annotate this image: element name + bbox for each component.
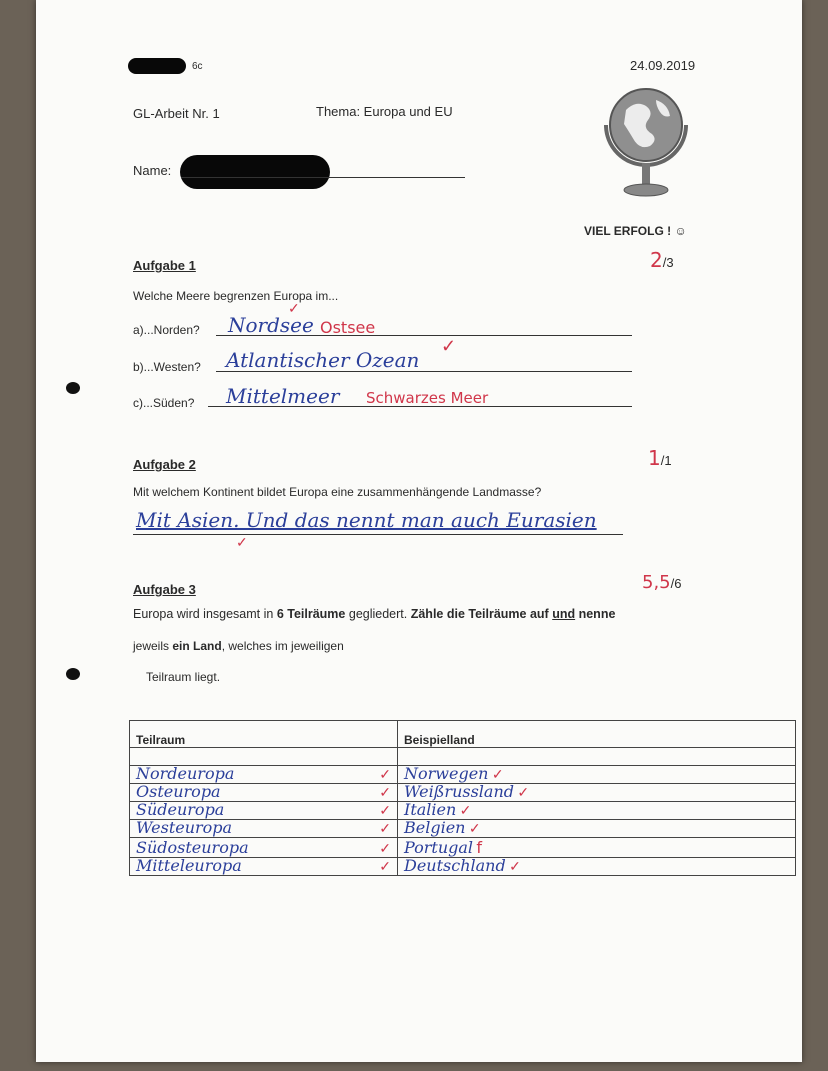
table-header-row: [130, 721, 796, 748]
country-cell: [398, 820, 796, 838]
table-row: [130, 838, 796, 858]
country-tick: ✓: [517, 784, 530, 800]
regions-table: [129, 720, 796, 876]
answer-north-2: Ostsee: [320, 318, 376, 337]
country-cell: [398, 838, 796, 858]
col-header-country: Beispielland: [398, 721, 796, 748]
redacted-student-mark: [128, 58, 186, 74]
region-name: Osteuropa: [136, 782, 221, 801]
task2-answer: Mit Asien. Und das nennt man auch Eurasien: [136, 508, 597, 532]
task3-l1a: Europa wird insgesamt in: [133, 607, 277, 621]
topic: Thema: Europa und EU: [316, 104, 453, 119]
task3-l2c: , welches im jeweiligen: [221, 639, 344, 653]
task1-label-north: a)...Norden?: [133, 323, 200, 337]
country-cell: [398, 858, 796, 876]
task3-l1b: 6 Teilräume: [276, 607, 346, 621]
task3-instruction-line3: Teilraum liegt.: [146, 670, 221, 684]
task3-l1e: Teilräume: [468, 607, 527, 621]
tick-task2: ✓: [236, 534, 248, 550]
region-name: Nordeuropa: [136, 764, 235, 783]
task1-label-west: b)...Westen?: [133, 360, 201, 374]
task3-max: /6: [670, 576, 682, 591]
task3-title: Aufgabe 3: [133, 582, 196, 597]
table-row: [130, 858, 796, 876]
region-tick: ✓: [379, 784, 391, 800]
region-name: Mitteleuropa: [136, 856, 242, 875]
region-cell: [130, 820, 398, 838]
country-name: Weißrussland: [404, 782, 514, 801]
task2-max: /1: [660, 453, 672, 468]
punch-hole-top: [66, 382, 80, 394]
country-tick: ✓: [509, 858, 521, 874]
class-label: 6c: [192, 61, 203, 72]
task1-question: Welche Meere begrenzen Europa im...: [133, 289, 339, 303]
country-name: Norwegen: [404, 764, 489, 783]
task2-score: [648, 446, 672, 470]
country-cell: [398, 784, 796, 802]
country-name: Belgien: [404, 818, 466, 837]
answer-west: Atlantischer Ozean: [226, 348, 420, 372]
redacted-name: [180, 155, 330, 189]
table-row: [130, 784, 796, 802]
name-label: Name:: [133, 163, 172, 178]
answer-north-1: Nordsee: [228, 313, 314, 337]
answer-south-1: Mittelmeer: [226, 384, 340, 408]
task2-line: [133, 534, 623, 535]
task3-points: 5,5: [642, 572, 671, 593]
tick-north: ✓: [288, 300, 300, 316]
globe-icon: [596, 80, 696, 205]
region-name: Westeuropa: [136, 818, 233, 837]
task3-l1d: Zähle die: [410, 607, 469, 621]
region-cell: [130, 766, 398, 784]
region-cell: [130, 802, 398, 820]
region-cell: [130, 838, 398, 858]
country-cell: [398, 802, 796, 820]
region-tick: ✓: [379, 766, 391, 782]
country-name: Italien: [404, 800, 457, 819]
task1-label-south: c)...Süden?: [133, 396, 195, 410]
task3-l1c: gegliedert.: [345, 607, 411, 621]
region-name: Südosteuropa: [136, 838, 249, 857]
task1-title: Aufgabe 1: [133, 258, 196, 273]
country-tick: ✓: [491, 766, 504, 782]
region-tick: ✓: [379, 858, 391, 874]
task3-l1f: auf: [526, 607, 553, 621]
good-luck-text: VIEL ERFOLG ! ☺: [584, 224, 687, 238]
answer-south-2: Schwarzes Meer: [366, 389, 489, 407]
tick-west: ✓: [441, 336, 457, 356]
country-name: Deutschland: [404, 856, 506, 875]
table-row: [130, 802, 796, 820]
region-cell: [130, 858, 398, 876]
region-name: Südeuropa: [136, 800, 225, 819]
punch-hole-bottom: [66, 668, 80, 680]
country-name: Portugal: [404, 838, 474, 857]
country-cell: [398, 766, 796, 784]
task2-title: Aufgabe 2: [133, 457, 196, 472]
task1-max: /3: [662, 255, 674, 270]
table-row: [130, 820, 796, 838]
worksheet-page: [36, 0, 802, 1062]
task3-instruction-line2: [133, 639, 344, 653]
task3-l2a: jeweils: [133, 639, 173, 653]
task3-score: [642, 572, 681, 593]
name-line: [181, 177, 465, 178]
task1-score: [650, 248, 674, 272]
task1-points: 2: [650, 248, 663, 272]
country-tick: ✓: [468, 820, 481, 836]
task3-l1g: und: [552, 607, 576, 621]
test-title: GL-Arbeit Nr. 1: [133, 106, 220, 121]
date: 24.09.2019: [630, 58, 696, 73]
region-tick: ✓: [379, 802, 391, 818]
region-tick: ✓: [379, 840, 391, 856]
task3-l2b: ein Land: [172, 639, 222, 653]
country-tick: ✓: [459, 802, 472, 818]
task3-l1h: nenne: [575, 607, 616, 621]
region-cell: [130, 784, 398, 802]
region-tick: ✓: [379, 820, 391, 836]
wrong-mark: f: [476, 838, 483, 857]
task2-points: 1: [648, 446, 661, 470]
table-row: [130, 766, 796, 784]
task3-instruction-line1: [133, 607, 615, 621]
col-header-region: Teilraum: [130, 721, 398, 748]
task2-question: Mit welchem Kontinent bildet Europa eine zusammenhängende Landmasse?: [133, 485, 542, 499]
